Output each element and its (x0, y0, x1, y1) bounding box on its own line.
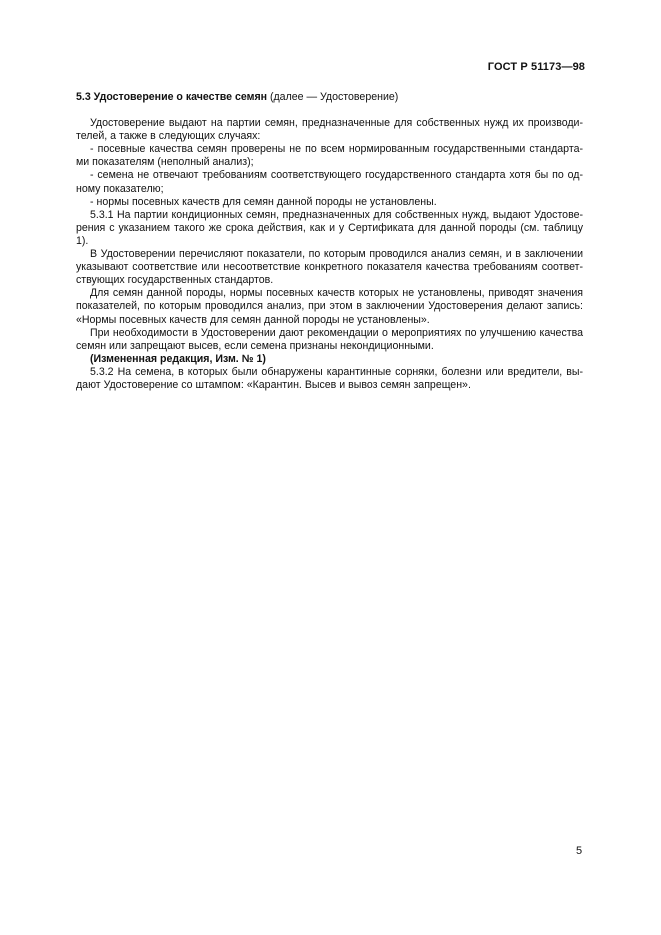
text-line: семян или запрещают высев, если семена признаны некондиционными. (76, 339, 434, 352)
page-number: 5 (576, 845, 583, 857)
text-line: Для семян данной породы, нормы посевных качеств которых не установлены, приводят значения (90, 287, 583, 300)
text-line: рения с указанием такого же срока действия, как и у Сертификата для данной породы (см. таблицу 1). (76, 221, 583, 247)
text-line: - нормы посевных качеств для семян данной породы не установлены. (90, 195, 437, 208)
text-line: ствующих государственных стандартов. (76, 274, 274, 287)
text-line: При необходимости в Удостоверении дают рекомендации о мероприятиях по улучшению качества (90, 326, 583, 339)
section-heading-note: (далее — Удостоверение) (267, 91, 399, 103)
section-heading (76, 91, 583, 104)
text-line: дают Удостоверение со штампом: «Карантин. Высев и вывоз семян запрещен». (76, 378, 471, 391)
document-code: ГОСТ Р 51173—98 (487, 61, 585, 73)
text-line: телей, а также в следующих случаях: (76, 130, 261, 143)
text-line: (Измененная редакция, Изм. № 1) (90, 352, 266, 365)
text-line: ми показателям (неполный анализ); (76, 156, 254, 169)
text-lines (76, 117, 583, 392)
text-line: указывают соответствие или несоответствие конкретного показателя качества требованиям соответ- (76, 261, 583, 274)
text-line: Удостоверение выдают на партии семян, предназначенные для собственных нужд их производи- (90, 117, 583, 130)
text-line: - посевные качества семян проверены не по всем нормированным государственными стандарта- (90, 143, 583, 156)
text-line: показателей, по которым проводился анализ, при этом в заключении Удостоверения делают запись: (76, 300, 583, 313)
section-heading-number-title: 5.3 Удостоверение о качестве семян (76, 91, 268, 103)
text-line: 5.3.2 На семена, в которых были обнаружены карантинные сорняки, болезни или вредители, вы- (90, 365, 583, 378)
text-line: 5.3.1 На партии кондиционных семян, предназначенных для собственных нужд, выдают Удостове- (90, 208, 583, 221)
text-line: В Удостоверении перечисляют показатели, по которым проводился анализ семян, и в заключении (90, 248, 583, 261)
text-line: - семена не отвечают требованиям соответствующего государственного стандарта хотя бы по од- (90, 169, 583, 182)
text-line: ному показателю; (76, 182, 164, 195)
document-body (76, 91, 583, 392)
text-line: «Нормы посевных качеств для семян данной породы не установлены». (76, 313, 430, 326)
